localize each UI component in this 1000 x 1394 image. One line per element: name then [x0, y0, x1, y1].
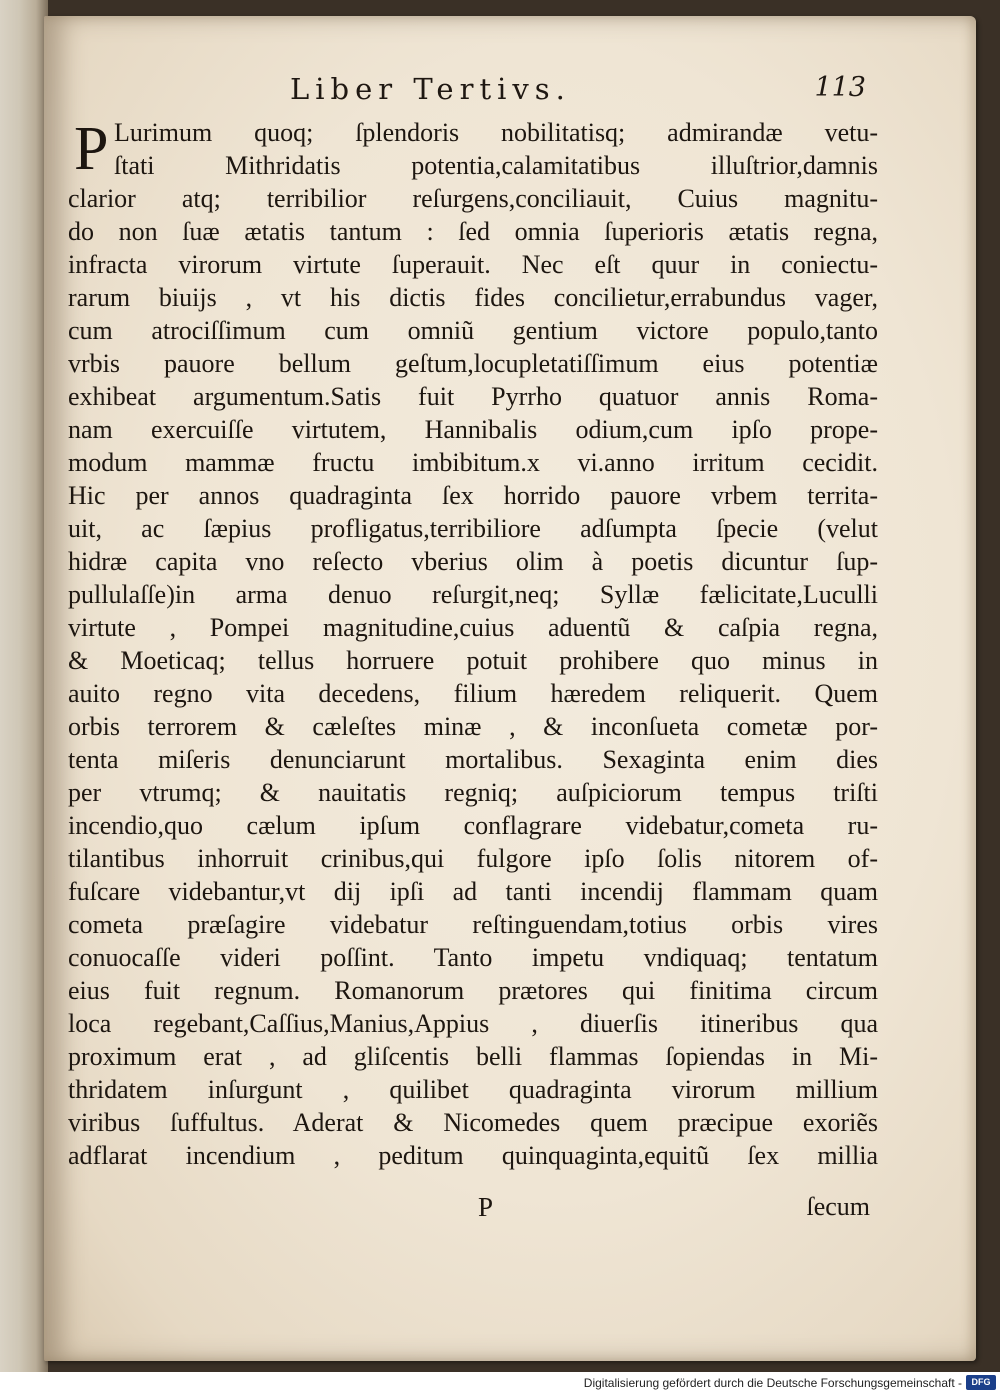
- dfg-logo-icon[interactable]: DFG: [966, 1375, 996, 1390]
- text-line: viribus ſuffultus. Aderat & Nicomedes quem præcipue exoriẽs: [68, 1108, 878, 1137]
- credit-bar: [0, 1372, 1000, 1394]
- text-line: cum atrociſſimum cum omniũ gentium victore populo,tanto: [68, 316, 878, 345]
- text-line: cometa præſagire videbatur reſtinguendam,totius orbis vires: [68, 910, 878, 939]
- text-line: exhibeat argumentum.Satis fuit Pyrrho quatuor annis Roma-: [68, 382, 878, 411]
- text-line: per vtrumq; & nauitatis regniq; auſpiciorum tempus triſti: [68, 778, 878, 807]
- text-line: thridatem inſurgunt , quilibet quadraginta virorum millium: [68, 1075, 878, 1104]
- text-line: modum mammæ fructu imbibitum.x vi.anno irritum cecidit.: [68, 448, 878, 477]
- text-line: clarior atq; terribilior reſurgens,conciliauit, Cuius magnitu-: [68, 184, 878, 213]
- page-header: [44, 72, 976, 122]
- text-line: nam exercuiſſe virtutem, Hannibalis odium,cum ipſo prope-: [68, 415, 878, 444]
- text-line: & Moeticaq; tellus horruere potuit prohibere quo minus in: [68, 646, 878, 675]
- page-footer: [44, 1192, 976, 1232]
- text-line: virtute , Pompei magnitudine,cuius aduentũ & caſpia regna,: [68, 613, 878, 642]
- text-line: Lurimum quoq; ſplendoris nobilitatisq; admirandæ vetu-: [114, 118, 878, 147]
- text-line: incendio,quo cælum ipſum conflagrare videbatur,cometa ru-: [68, 811, 878, 840]
- text-line: tenta miſeris denunciarunt mortalibus. Sexaginta enim dies: [68, 745, 878, 774]
- text-line: proximum erat , ad gliſcentis belli flammas ſopiendas in Mi-: [68, 1042, 878, 1071]
- book-cover-edge: [0, 0, 48, 1372]
- catchword: ſecum: [806, 1192, 870, 1221]
- book-page: [44, 16, 976, 1361]
- text-line: loca regebant,Caſſius,Manius,Appius , diuerſis itineribus qua: [68, 1009, 878, 1038]
- text-line: do non ſuæ ætatis tantum : ſed omnia ſuperioris ætatis regna,: [68, 217, 878, 246]
- text-line: adflarat incendium , peditum quinquaginta,equitũ ſex millia: [68, 1141, 878, 1170]
- initial-letter: P: [74, 115, 109, 183]
- text-line: tilantibus inhorruit crinibus,qui fulgore ipſo ſolis nitorem of-: [68, 844, 878, 873]
- text-line: orbis terrorem & cæleſtes minæ , & inconſueta cometæ por-: [68, 712, 878, 741]
- body-text: [68, 116, 878, 1172]
- text-line: auito regno vita decedens, filium hæredem reliquerit. Quem: [68, 679, 878, 708]
- signature-mark: P: [478, 1192, 494, 1222]
- text-line: infracta virorum virtute ſuperauit. Nec eſt quur in coniectu-: [68, 250, 878, 279]
- text-line: hidræ capita vno reſecto vberius olim à poetis dicuntur ſup-: [68, 547, 878, 576]
- text-line: vrbis pauore bellum geſtum,locupletatiſſimum eius potentiæ: [68, 349, 878, 378]
- page-number: 113: [814, 72, 866, 103]
- text-line: uit, ac ſæpius profligatus,terribiliore adſumpta ſpecie (velut: [68, 514, 878, 543]
- text-line: fuſcare videbantur,vt dij ipſi ad tanti incendij flammam quam: [68, 877, 878, 906]
- text-line: Hic per annos quadraginta ſex horrido pauore vrbem territa-: [68, 481, 878, 510]
- funding-credit: Digitalisierung gefördert durch die Deutsche Forschungsgemeinschaft -: [583, 1376, 962, 1390]
- running-title: Liber Tertivs.: [290, 72, 571, 106]
- text-line: pullulaſſe)in arma denuo reſurgit,neq; Syllæ fælicitate,Luculli: [68, 580, 878, 609]
- text-line: rarum biuijs , vt his dictis fides concilietur,errabundus vager,: [68, 283, 878, 312]
- text-line: conuocaſſe videri poſſint. Tanto impetu vndiquaq; tentatum: [68, 943, 878, 972]
- text-line: eius fuit regnum. Romanorum prætores qui finitima circum: [68, 976, 878, 1005]
- text-line: ſtati Mithridatis potentia,calamitatibus illuſtrior,damnis: [114, 151, 878, 180]
